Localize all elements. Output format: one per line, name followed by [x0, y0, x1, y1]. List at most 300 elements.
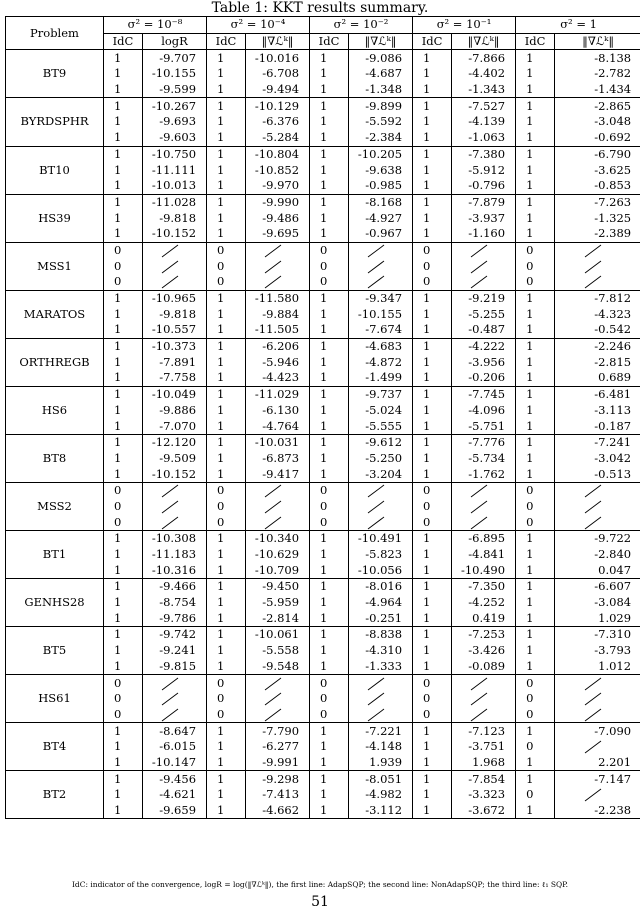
- idc-cell: 1: [413, 82, 452, 98]
- idc-cell: 0: [310, 274, 349, 290]
- not-available-slash: [349, 514, 413, 530]
- idc-cell: 1: [413, 418, 452, 434]
- value-cell: -10.490: [452, 562, 516, 578]
- idc-cell: 1: [207, 178, 246, 194]
- idc-cell: 1: [516, 290, 555, 306]
- idc-cell: 1: [413, 595, 452, 611]
- not-available-slash: [349, 242, 413, 258]
- value-cell: -10.340: [246, 531, 310, 547]
- problem-name: HS6: [6, 386, 104, 434]
- value-cell: -9.884: [246, 306, 310, 322]
- table-row: [6, 771, 640, 787]
- idc-cell: 1: [104, 50, 143, 66]
- value-cell: -6.015: [143, 739, 207, 755]
- idc-cell: 1: [516, 610, 555, 626]
- value-cell: -3.204: [349, 466, 413, 482]
- value-cell: -10.491: [349, 531, 413, 547]
- idc-cell: 1: [310, 643, 349, 659]
- value-cell: -9.450: [246, 579, 310, 595]
- value-cell: -8.051: [349, 771, 413, 787]
- not-available-slash: [555, 499, 640, 515]
- value-cell: -4.310: [349, 643, 413, 659]
- problem-name: BT10: [6, 146, 104, 194]
- value-cell: -0.089: [452, 659, 516, 675]
- idc-cell: 1: [207, 643, 246, 659]
- value-cell: -7.527: [452, 98, 516, 114]
- idc-cell: 1: [413, 451, 452, 467]
- value-cell: -5.734: [452, 451, 516, 467]
- idc-cell: 1: [104, 803, 143, 819]
- value-cell: -9.494: [246, 82, 310, 98]
- idc-cell: 1: [310, 451, 349, 467]
- idc-cell: 1: [207, 547, 246, 563]
- value-cell: -2.238: [555, 803, 640, 819]
- value-cell: -7.350: [452, 579, 516, 595]
- idc-cell: 1: [516, 434, 555, 450]
- not-available-slash: [246, 514, 310, 530]
- not-available-slash: [143, 514, 207, 530]
- not-available-slash: [246, 482, 310, 498]
- value-cell: -4.222: [452, 338, 516, 354]
- idc-cell: 1: [104, 66, 143, 82]
- idc-cell: 1: [310, 659, 349, 675]
- value-cell: -2.389: [555, 226, 640, 242]
- sigma-header: σ² = 10⁻⁸: [104, 17, 207, 34]
- value-cell: -9.241: [143, 643, 207, 659]
- idc-cell: 1: [104, 739, 143, 755]
- value-cell: -7.310: [555, 627, 640, 643]
- idc-cell: 1: [310, 418, 349, 434]
- value-cell: 1.012: [555, 659, 640, 675]
- value-cell: -10.267: [143, 98, 207, 114]
- idc-cell: 0: [207, 499, 246, 515]
- table-header: [6, 17, 640, 50]
- idc-cell: 1: [207, 466, 246, 482]
- idc-cell: 1: [104, 627, 143, 643]
- value-cell: -9.599: [143, 82, 207, 98]
- value-cell: -11.111: [143, 162, 207, 178]
- value-cell: -7.241: [555, 434, 640, 450]
- sub-header: IdC: [104, 33, 143, 50]
- idc-cell: 0: [413, 691, 452, 707]
- idc-cell: 1: [413, 610, 452, 626]
- not-available-slash: [452, 707, 516, 723]
- value-cell: -4.872: [349, 354, 413, 370]
- value-cell: -4.964: [349, 595, 413, 611]
- idc-cell: 1: [207, 50, 246, 66]
- sub-header: IdC: [413, 33, 452, 50]
- value-cell: -10.147: [143, 755, 207, 771]
- problem-name: HS61: [6, 675, 104, 723]
- table-caption: Table 1: KKT results summary.: [211, 0, 429, 16]
- idc-cell: 0: [413, 242, 452, 258]
- table-row: [6, 627, 640, 643]
- idc-cell: 1: [516, 803, 555, 819]
- value-cell: -10.016: [246, 50, 310, 66]
- value-cell: 1.029: [555, 610, 640, 626]
- idc-cell: 0: [310, 499, 349, 515]
- idc-cell: 0: [516, 787, 555, 803]
- value-cell: -5.823: [349, 547, 413, 563]
- value-cell: -2.814: [246, 610, 310, 626]
- not-available-slash: [246, 258, 310, 274]
- idc-cell: 1: [207, 114, 246, 130]
- idc-cell: 1: [207, 290, 246, 306]
- idc-cell: 1: [516, 210, 555, 226]
- idc-cell: 0: [310, 242, 349, 258]
- value-cell: -9.548: [246, 659, 310, 675]
- idc-cell: 1: [413, 466, 452, 482]
- value-cell: -7.790: [246, 723, 310, 739]
- idc-cell: 1: [207, 659, 246, 675]
- value-cell: -5.959: [246, 595, 310, 611]
- value-cell: -3.751: [452, 739, 516, 755]
- table-body: [6, 50, 640, 819]
- value-cell: -7.891: [143, 354, 207, 370]
- sub-header: IdC: [310, 33, 349, 50]
- idc-cell: 1: [413, 98, 452, 114]
- value-cell: -0.542: [555, 322, 640, 338]
- idc-cell: 1: [413, 194, 452, 210]
- value-cell: -2.815: [555, 354, 640, 370]
- value-cell: -3.793: [555, 643, 640, 659]
- value-cell: -10.308: [143, 531, 207, 547]
- value-cell: -6.873: [246, 451, 310, 467]
- not-available-slash: [452, 691, 516, 707]
- idc-cell: 1: [104, 579, 143, 595]
- idc-cell: 1: [104, 338, 143, 354]
- idc-cell: 0: [516, 499, 555, 515]
- idc-cell: 1: [310, 547, 349, 563]
- table-row: [6, 386, 640, 402]
- idc-cell: 1: [104, 403, 143, 419]
- idc-cell: 1: [104, 194, 143, 210]
- not-available-slash: [246, 242, 310, 258]
- idc-cell: 1: [104, 290, 143, 306]
- value-cell: -9.970: [246, 178, 310, 194]
- idc-cell: 1: [310, 787, 349, 803]
- idc-cell: 0: [104, 691, 143, 707]
- idc-cell: 1: [207, 322, 246, 338]
- idc-cell: 1: [207, 451, 246, 467]
- value-cell: -8.138: [555, 50, 640, 66]
- table-row: [6, 723, 640, 739]
- value-cell: -9.347: [349, 290, 413, 306]
- idc-cell: 1: [104, 755, 143, 771]
- value-cell: -11.580: [246, 290, 310, 306]
- idc-cell: 0: [207, 258, 246, 274]
- idc-cell: 1: [413, 162, 452, 178]
- idc-cell: 1: [516, 98, 555, 114]
- value-cell: -10.049: [143, 386, 207, 402]
- not-available-slash: [246, 691, 310, 707]
- value-cell: -10.852: [246, 162, 310, 178]
- value-cell: -5.751: [452, 418, 516, 434]
- idc-cell: 1: [207, 82, 246, 98]
- idc-cell: 0: [413, 707, 452, 723]
- value-cell: -9.991: [246, 755, 310, 771]
- idc-cell: 0: [516, 258, 555, 274]
- idc-cell: 1: [310, 82, 349, 98]
- value-cell: -3.426: [452, 643, 516, 659]
- value-cell: -7.123: [452, 723, 516, 739]
- idc-cell: 1: [310, 210, 349, 226]
- sub-header: IdC: [207, 33, 246, 50]
- problem-name: BT2: [6, 771, 104, 819]
- idc-cell: 0: [413, 675, 452, 691]
- value-cell: -7.413: [246, 787, 310, 803]
- idc-cell: 1: [310, 162, 349, 178]
- idc-cell: 1: [516, 547, 555, 563]
- idc-cell: 0: [104, 274, 143, 290]
- idc-cell: 1: [207, 210, 246, 226]
- idc-cell: 1: [413, 226, 452, 242]
- value-cell: -4.323: [555, 306, 640, 322]
- value-cell: -4.927: [349, 210, 413, 226]
- idc-cell: 1: [516, 66, 555, 82]
- not-available-slash: [555, 739, 640, 755]
- idc-cell: 1: [104, 547, 143, 563]
- idc-cell: 1: [516, 178, 555, 194]
- value-cell: -9.219: [452, 290, 516, 306]
- not-available-slash: [349, 482, 413, 498]
- value-cell: 0.419: [452, 610, 516, 626]
- idc-cell: 1: [104, 98, 143, 114]
- not-available-slash: [143, 707, 207, 723]
- idc-cell: 1: [413, 130, 452, 146]
- value-cell: -3.048: [555, 114, 640, 130]
- idc-cell: 1: [413, 547, 452, 563]
- idc-cell: 1: [516, 531, 555, 547]
- value-cell: -9.737: [349, 386, 413, 402]
- idc-cell: 1: [516, 50, 555, 66]
- value-cell: -6.130: [246, 403, 310, 419]
- sigma-header: σ² = 10⁻²: [310, 17, 413, 34]
- problem-name: MSS1: [6, 242, 104, 290]
- value-cell: -4.982: [349, 787, 413, 803]
- value-cell: -8.838: [349, 627, 413, 643]
- idc-cell: 1: [104, 771, 143, 787]
- idc-cell: 1: [516, 403, 555, 419]
- idc-cell: 1: [104, 787, 143, 803]
- idc-cell: 0: [207, 675, 246, 691]
- idc-cell: 1: [104, 114, 143, 130]
- sigma-header: σ² = 10⁻⁴: [207, 17, 310, 34]
- not-available-slash: [143, 499, 207, 515]
- idc-cell: 1: [310, 739, 349, 755]
- idc-cell: 0: [413, 499, 452, 515]
- idc-cell: 1: [207, 338, 246, 354]
- value-cell: -7.776: [452, 434, 516, 450]
- value-cell: -1.160: [452, 226, 516, 242]
- value-cell: -5.024: [349, 403, 413, 419]
- value-cell: -5.284: [246, 130, 310, 146]
- table-row: [6, 434, 640, 450]
- value-cell: -6.206: [246, 338, 310, 354]
- sub-header: IdC: [516, 33, 555, 50]
- value-cell: -5.558: [246, 643, 310, 659]
- idc-cell: 1: [516, 306, 555, 322]
- not-available-slash: [452, 482, 516, 498]
- value-cell: -0.967: [349, 226, 413, 242]
- idc-cell: 1: [413, 659, 452, 675]
- value-cell: -0.513: [555, 466, 640, 482]
- not-available-slash: [452, 242, 516, 258]
- sigma-header: σ² = 1: [516, 17, 640, 34]
- not-available-slash: [246, 707, 310, 723]
- not-available-slash: [143, 274, 207, 290]
- value-cell: -4.683: [349, 338, 413, 354]
- idc-cell: 1: [104, 210, 143, 226]
- not-available-slash: [349, 707, 413, 723]
- value-cell: -4.148: [349, 739, 413, 755]
- value-cell: -11.505: [246, 322, 310, 338]
- value-cell: -1.348: [349, 82, 413, 98]
- idc-cell: 0: [104, 675, 143, 691]
- problem-name: HS39: [6, 194, 104, 242]
- problem-name: ORTHREGB: [6, 338, 104, 386]
- value-cell: -4.096: [452, 403, 516, 419]
- not-available-slash: [555, 787, 640, 803]
- value-cell: -7.070: [143, 418, 207, 434]
- value-cell: -7.674: [349, 322, 413, 338]
- idc-cell: 1: [207, 787, 246, 803]
- idc-cell: 1: [104, 595, 143, 611]
- value-cell: -3.672: [452, 803, 516, 819]
- value-cell: -9.990: [246, 194, 310, 210]
- idc-cell: 1: [104, 386, 143, 402]
- idc-cell: 1: [104, 130, 143, 146]
- idc-cell: 1: [516, 659, 555, 675]
- value-cell: -4.841: [452, 547, 516, 563]
- idc-cell: 0: [310, 691, 349, 707]
- idc-cell: 1: [413, 739, 452, 755]
- not-available-slash: [555, 514, 640, 530]
- idc-cell: 0: [207, 514, 246, 530]
- value-cell: -9.417: [246, 466, 310, 482]
- idc-cell: 1: [516, 354, 555, 370]
- value-cell: -9.786: [143, 610, 207, 626]
- value-cell: -10.013: [143, 178, 207, 194]
- idc-cell: 1: [207, 386, 246, 402]
- value-cell: -10.061: [246, 627, 310, 643]
- value-cell: -7.866: [452, 50, 516, 66]
- value-cell: -10.629: [246, 547, 310, 563]
- kkt-results-table: [5, 16, 640, 819]
- not-available-slash: [246, 274, 310, 290]
- not-available-slash: [143, 482, 207, 498]
- idc-cell: 1: [207, 146, 246, 162]
- idc-cell: 1: [516, 771, 555, 787]
- idc-cell: 1: [516, 643, 555, 659]
- idc-cell: 1: [310, 290, 349, 306]
- value-cell: -9.818: [143, 210, 207, 226]
- idc-cell: 1: [207, 194, 246, 210]
- idc-cell: 1: [310, 226, 349, 242]
- idc-cell: 0: [516, 514, 555, 530]
- idc-cell: 1: [310, 322, 349, 338]
- idc-cell: 1: [413, 354, 452, 370]
- value-cell: -3.625: [555, 162, 640, 178]
- idc-cell: 1: [104, 322, 143, 338]
- idc-cell: 1: [413, 562, 452, 578]
- value-cell: -7.879: [452, 194, 516, 210]
- value-cell: -9.638: [349, 162, 413, 178]
- idc-cell: 0: [413, 482, 452, 498]
- problem-name: GENHS28: [6, 579, 104, 627]
- value-cell: -10.709: [246, 562, 310, 578]
- idc-cell: 1: [104, 531, 143, 547]
- value-cell: -10.155: [349, 306, 413, 322]
- idc-cell: 1: [104, 610, 143, 626]
- value-cell: -7.854: [452, 771, 516, 787]
- value-cell: -9.815: [143, 659, 207, 675]
- value-cell: -9.086: [349, 50, 413, 66]
- idc-cell: 1: [516, 386, 555, 402]
- table-row: [6, 675, 640, 691]
- idc-cell: 1: [104, 226, 143, 242]
- idc-cell: 1: [104, 306, 143, 322]
- not-available-slash: [452, 274, 516, 290]
- idc-cell: 1: [104, 643, 143, 659]
- idc-cell: 1: [413, 771, 452, 787]
- value-cell: -9.603: [143, 130, 207, 146]
- problem-name: MARATOS: [6, 290, 104, 338]
- not-available-slash: [555, 482, 640, 498]
- not-available-slash: [555, 707, 640, 723]
- idc-cell: 0: [516, 691, 555, 707]
- value-cell: 2.201: [555, 755, 640, 771]
- table-row: [6, 290, 640, 306]
- idc-cell: 1: [207, 370, 246, 386]
- table-row: [6, 50, 640, 66]
- idc-cell: 1: [413, 50, 452, 66]
- idc-cell: 1: [413, 338, 452, 354]
- sub-header: ‖∇ℒᵏ‖: [246, 33, 310, 50]
- idc-cell: 1: [310, 98, 349, 114]
- value-cell: -11.183: [143, 547, 207, 563]
- value-cell: -4.687: [349, 66, 413, 82]
- value-cell: -1.434: [555, 82, 640, 98]
- table-row: [6, 579, 640, 595]
- idc-cell: 1: [310, 755, 349, 771]
- idc-cell: 0: [104, 514, 143, 530]
- idc-cell: 1: [310, 562, 349, 578]
- idc-cell: 0: [207, 691, 246, 707]
- idc-cell: 1: [207, 531, 246, 547]
- value-cell: -1.333: [349, 659, 413, 675]
- idc-cell: 1: [516, 595, 555, 611]
- value-cell: -10.152: [143, 466, 207, 482]
- value-cell: -1.762: [452, 466, 516, 482]
- idc-cell: 1: [207, 403, 246, 419]
- value-cell: -5.946: [246, 354, 310, 370]
- value-cell: -0.796: [452, 178, 516, 194]
- value-cell: -5.912: [452, 162, 516, 178]
- idc-cell: 1: [104, 562, 143, 578]
- idc-cell: 1: [207, 562, 246, 578]
- idc-cell: 0: [310, 707, 349, 723]
- idc-cell: 1: [413, 370, 452, 386]
- value-cell: -9.612: [349, 434, 413, 450]
- value-cell: -2.246: [555, 338, 640, 354]
- idc-cell: 1: [310, 130, 349, 146]
- idc-cell: 1: [310, 370, 349, 386]
- idc-cell: 1: [310, 386, 349, 402]
- sub-header: logR: [143, 33, 207, 50]
- idc-cell: 1: [310, 354, 349, 370]
- value-cell: -5.255: [452, 306, 516, 322]
